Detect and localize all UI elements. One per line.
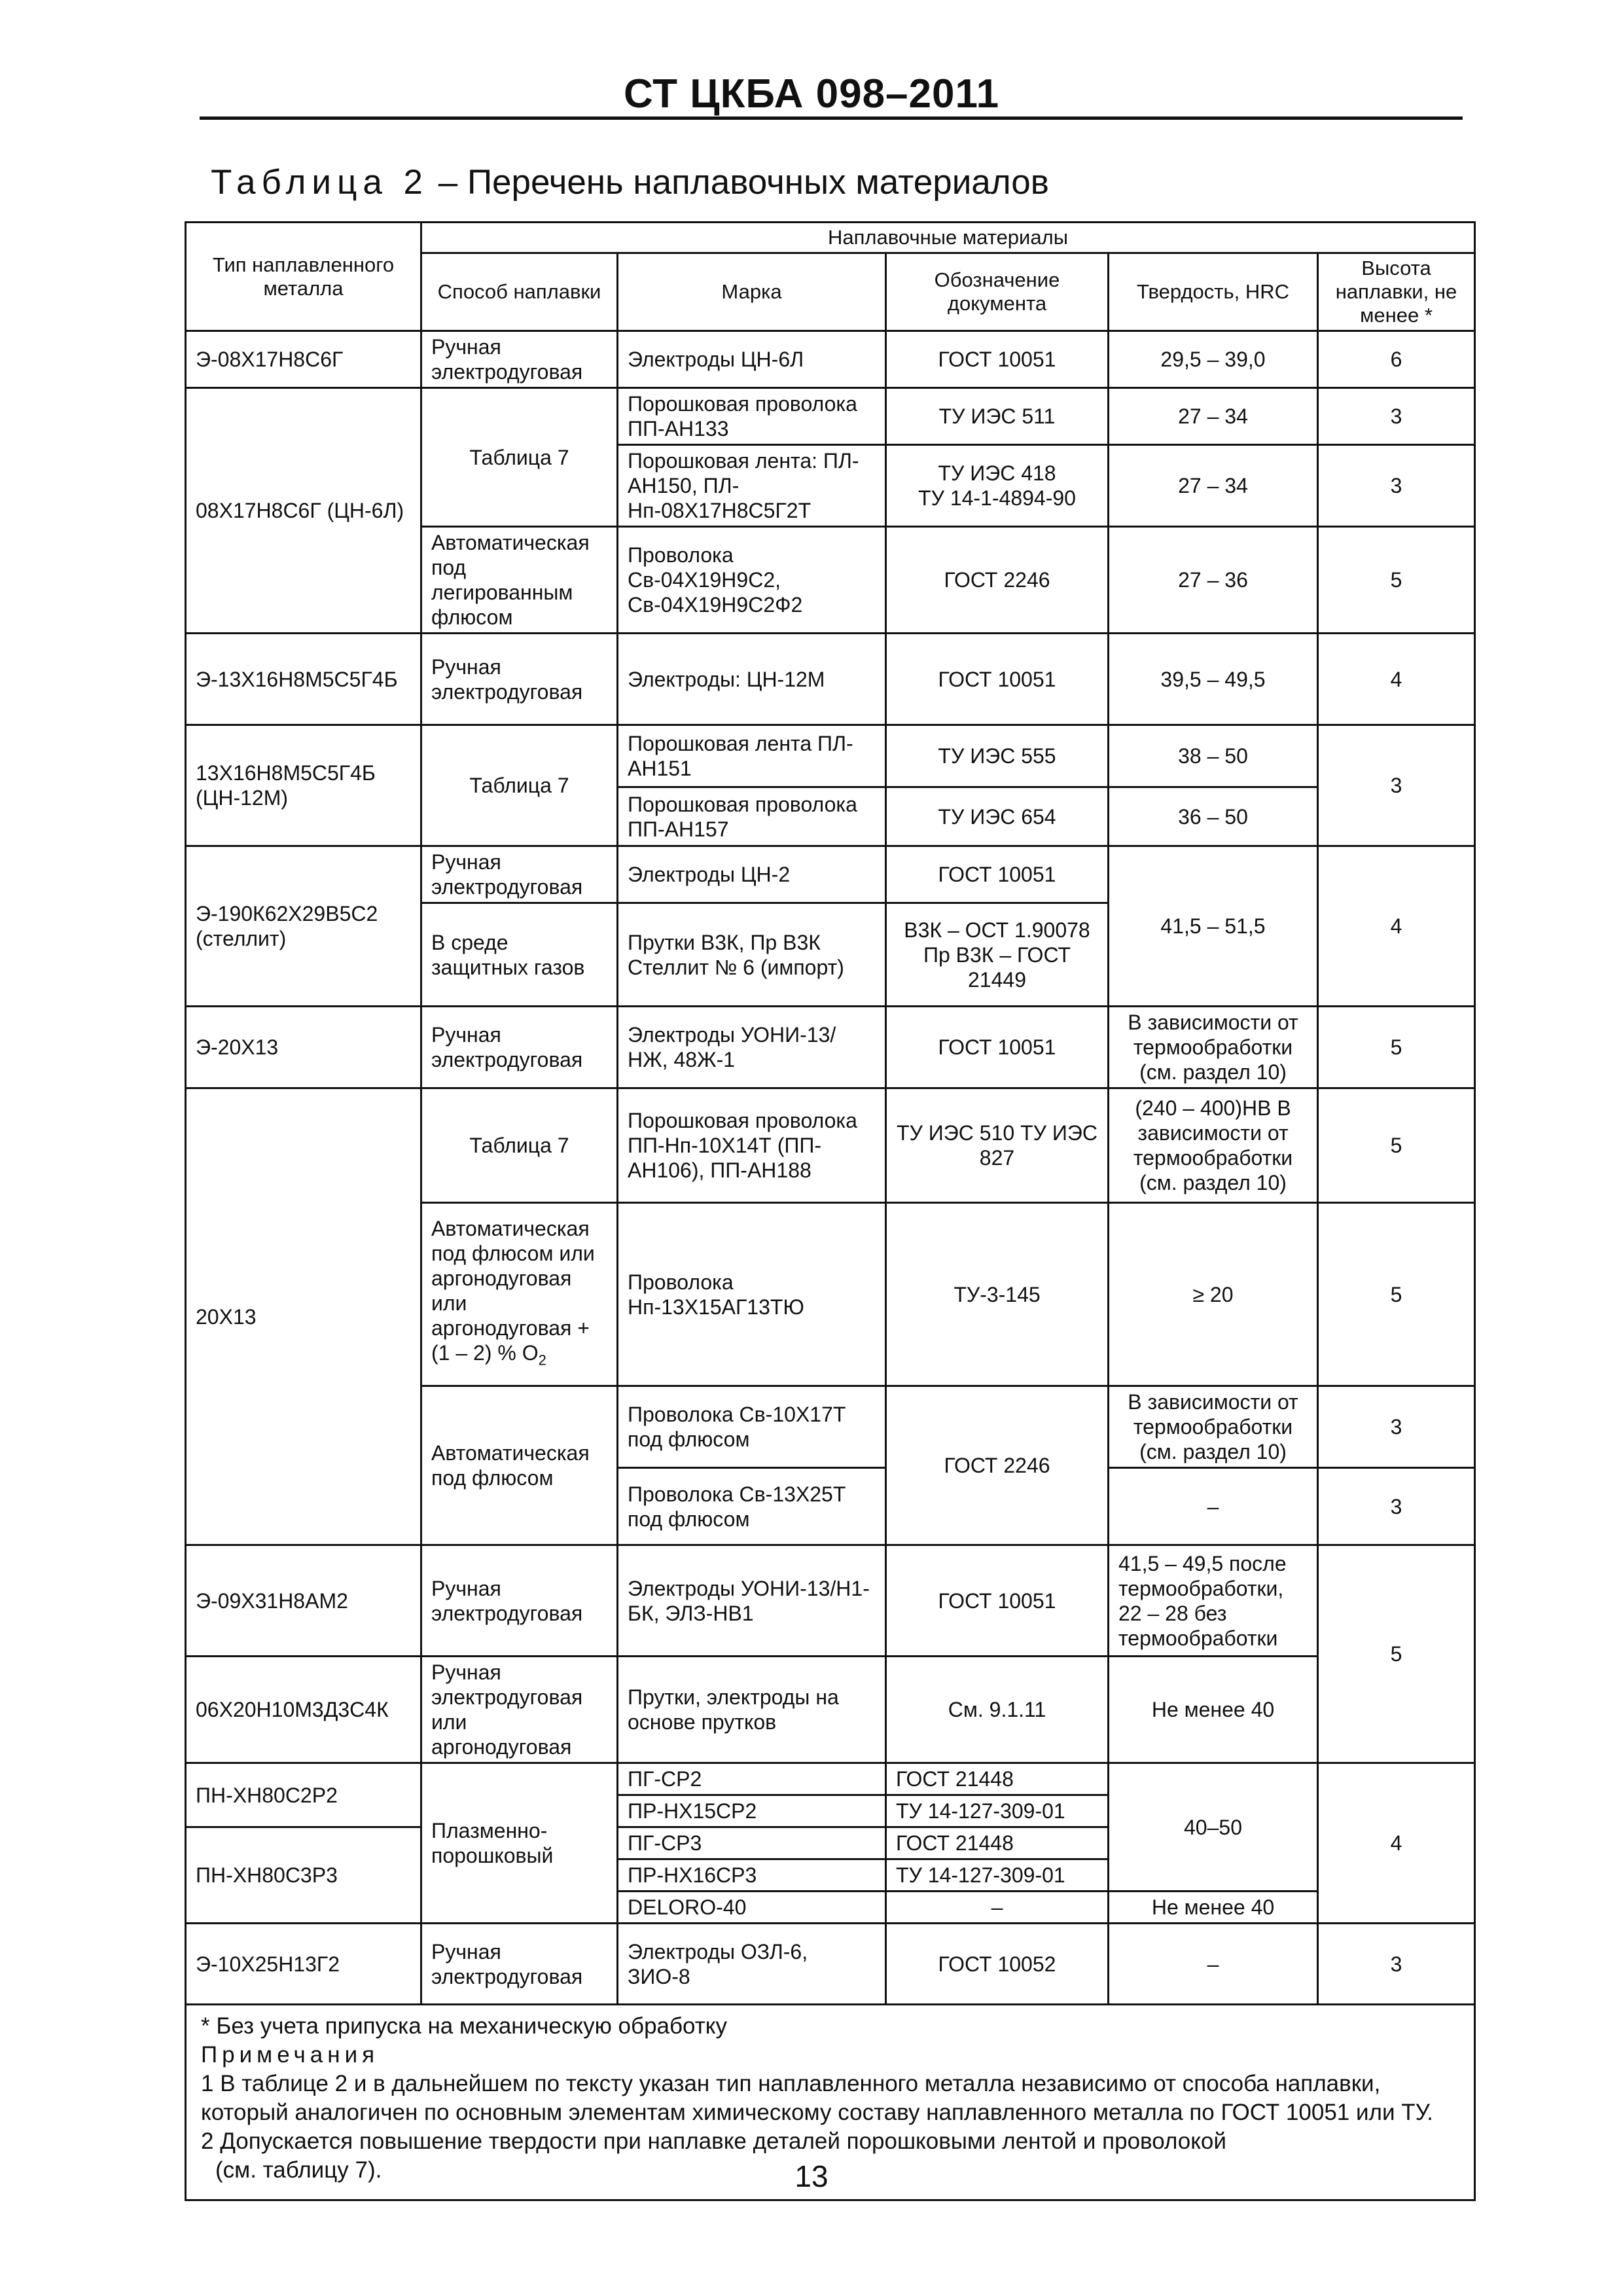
header-type: Тип наплавленного металла [186,223,421,331]
cell-method: Автоматическая под легированным флюсом [421,527,618,634]
cell-brand: Порошковая проволока ПП-Нп-10Х14Т (ПП-АН106), ПП-АН188 [618,1088,886,1203]
cell-brand: Электроды УОНИ-13/НЖ, 48Ж-1 [618,1007,886,1088]
cell-brand: Электроды ЦН-6Л [618,331,886,388]
cell-doc: ТУ 14-127-309-01 [886,1859,1109,1892]
cell-method: Ручная электродуговая [421,846,618,903]
cell-brand: Электроды УОНИ-13/Н1-БК, ЭЛЗ-НВ1 [618,1545,886,1657]
table-row [186,1545,1475,1657]
table-row [186,331,1475,388]
cell-method [421,1203,618,1386]
table-caption [211,162,1049,202]
cell-brand: Проволока Св-10Х17Т под флюсом [618,1386,886,1468]
cell-hardness: 27 – 36 [1109,527,1318,634]
cell-brand: Проволока Св-13Х25Т под флюсом [618,1468,886,1545]
cell-hardness: В зависимости от термообработки (см. раздел 10) [1109,1386,1318,1468]
cell-doc: См. 9.1.11 [886,1657,1109,1763]
cell-doc: ГОСТ 10052 [886,1924,1109,2005]
table-row [186,1924,1475,2005]
cell-hardness: 40–50 [1109,1763,1318,1892]
cell-brand: Электроды ОЗЛ-6, ЗИО-8 [618,1924,886,2005]
cell-brand: Прутки В3К, Пр В3К Стеллит № 6 (импорт) [618,903,886,1007]
cell-height: 5 [1318,1007,1475,1088]
page-number: 13 [794,2159,829,2193]
cell-hardness: ≥ 20 [1109,1203,1318,1386]
cell-method: Ручная электродуговая [421,1007,618,1088]
cell-doc-line: ТУ 14-1-4894-90 [918,486,1076,510]
cell-doc: ГОСТ 10051 [886,1545,1109,1657]
header-row [186,223,1475,253]
cell-type: Э-08Х17Н8С6Г [186,331,421,388]
cell-method: Ручная электродуговая [421,634,618,725]
note-2-continuation: (см. таблицу 7). [215,2157,382,2183]
cell-height: 3 [1318,1386,1475,1468]
header-doc: Обозначение документа [886,253,1109,331]
cell-hardness: 27 – 34 [1109,388,1318,445]
table-row [186,1007,1475,1088]
materials-table [185,221,1476,2201]
cell-hardness: (240 – 400)НВ В зависимости от термообработки (см. раздел 10) [1109,1088,1318,1203]
cell-height: 5 [1318,1203,1475,1386]
table-row [186,388,1475,445]
cell-method: Ручная электродуговая [421,331,618,388]
cell-hardness: 41,5 – 49,5 после термообработки, 22 – 28 без термообработки [1109,1545,1318,1657]
cell-height: 3 [1318,725,1475,846]
header-method: Способ наплавки [421,253,618,331]
cell-brand: Порошковая лента: ПЛ-АН150, ПЛ-Нп-08Х17Н8С5Г2Т [618,445,886,527]
cell-hardness: В зависимости от термообработки (см. раздел 10) [1109,1007,1318,1088]
cell-brand: Прутки, электроды на основе прутков [618,1657,886,1763]
table-caption-title: – Перечень наплавочных материалов [429,163,1049,202]
cell-height: 4 [1318,634,1475,725]
notes-title: Примечания [201,2042,380,2068]
cell-doc: ГОСТ 10051 [886,634,1109,725]
cell-doc: ТУ ИЭС 510 ТУ ИЭС 827 [886,1088,1109,1203]
cell-hardness: 27 – 34 [1109,445,1318,527]
cell-doc: ТУ ИЭС 511 [886,388,1109,445]
cell-height: 6 [1318,331,1475,388]
cell-doc: – [886,1892,1109,1924]
cell-brand: DELORO-40 [618,1892,886,1924]
cell-doc: ТУ 14-127-309-01 [886,1795,1109,1827]
cell-brand: ПР-НХ16СР3 [618,1859,886,1892]
cell-method: Таблица 7 [421,388,618,527]
cell-height: 3 [1318,445,1475,527]
table-row [186,1763,1475,1795]
cell-hardness: Не менее 40 [1109,1892,1318,1924]
note-1: 1 В таблице 2 и в дальнейшем по тексту указан тип наплавленного металла независимо от способа наплавки, который аналогичен по основным элементам химическому составу наплавленного металла по ГОСТ 10051 или ТУ. [201,2071,1433,2125]
cell-method: Таблица 7 [421,1088,618,1203]
table-caption-label: Таблица 2 [211,163,429,202]
cell-doc: ГОСТ 10051 [886,1007,1109,1088]
header-group: Наплавочные материалы [421,223,1475,253]
cell-doc: ГОСТ 10051 [886,331,1109,388]
table-row [186,634,1475,725]
cell-doc: ГОСТ 2246 [886,527,1109,634]
cell-method: Ручная электродуговая [421,1545,618,1657]
cell-brand: ПГ-СР3 [618,1827,886,1859]
cell-type: Э-20Х13 [186,1007,421,1088]
cell-height: 3 [1318,1924,1475,2005]
cell-hardness: – [1109,1468,1318,1545]
table-row [186,725,1475,787]
header-brand: Марка [618,253,886,331]
cell-hardness: 41,5 – 51,5 [1109,846,1318,1007]
table-row [186,846,1475,903]
header-rule [200,117,1463,120]
cell-brand: Порошковая проволока ПП-АН157 [618,787,886,846]
cell-method: Ручная электродуговая [421,1924,618,2005]
cell-type: Э-09Х31Н8АМ2 [186,1545,421,1657]
cell-doc: ТУ-3-145 [886,1203,1109,1386]
cell-doc: ГОСТ 21448 [886,1763,1109,1795]
cell-height: 4 [1318,846,1475,1007]
cell-type: 06Х20Н10М3Д3С4К [186,1657,421,1763]
cell-method: Плазменно-порошковый [421,1763,618,1924]
cell-hardness: Не менее 40 [1109,1657,1318,1763]
cell-brand: Электроды: ЦН-12М [618,634,886,725]
cell-height: 5 [1318,527,1475,634]
table-row [186,1657,1475,1763]
cell-type: 08Х17Н8С6Г (ЦН-6Л) [186,388,421,634]
cell-brand: Электроды ЦН-2 [618,846,886,903]
cell-type: Э-13Х16Н8М5С5Г4Б [186,634,421,725]
cell-hardness: 38 – 50 [1109,725,1318,787]
cell-type: 20Х13 [186,1088,421,1545]
footnote: * Без учета припуска на механическую обработку [201,2013,727,2039]
cell-type: 13Х16Н8М5С5Г4Б (ЦН-12М) [186,725,421,846]
header-height: Высота наплавки, не менее * [1318,253,1475,331]
cell-type: ПН-ХН80С2Р2 [186,1763,421,1827]
cell-doc-line: ТУ ИЭС 418 [938,461,1056,485]
cell-method: Ручная электродуговая или аргонодуговая [421,1657,618,1763]
cell-type: ПН-ХН80С3Р3 [186,1827,421,1924]
cell-type: Э-10Х25Н13Г2 [186,1924,421,2005]
cell-hardness: 39,5 – 49,5 [1109,634,1318,725]
standard-designation: СТ ЦКБА 098–2011 [623,71,1000,117]
cell-brand: ПР-НХ15СР2 [618,1795,886,1827]
cell-doc: В3К – ОСТ 1.90078 Пр В3К – ГОСТ 21449 [886,903,1109,1007]
cell-doc: ТУ ИЭС 654 [886,787,1109,846]
cell-type: Э-190К62Х29В5С2 (стеллит) [186,846,421,1007]
cell-method-subscript: 2 [538,1352,546,1369]
cell-doc [886,445,1109,527]
cell-height: 4 [1318,1763,1475,1924]
cell-method-text: Автоматическая под флюсом или аргонодуговая или аргонодуговая + (1 – 2) % O [431,1216,595,1365]
cell-brand: Проволока Св-04Х19Н9С2, Св-04Х19Н9С2Ф2 [618,527,886,634]
cell-method: Таблица 7 [421,725,618,846]
cell-doc: ГОСТ 2246 [886,1386,1109,1545]
cell-hardness: 36 – 50 [1109,787,1318,846]
cell-brand: ПГ-СР2 [618,1763,886,1795]
cell-hardness: 29,5 – 39,0 [1109,331,1318,388]
cell-height: 5 [1318,1545,1475,1763]
cell-doc: ГОСТ 21448 [886,1827,1109,1859]
header-hardness: Твердость, HRC [1109,253,1318,331]
cell-hardness: – [1109,1924,1318,2005]
cell-height: 3 [1318,1468,1475,1545]
cell-doc: ТУ ИЭС 555 [886,725,1109,787]
note-2: 2 Допускается повышение твердости при наплавке деталей порошковыми лентой и проволокой [201,2128,1226,2154]
cell-height: 3 [1318,388,1475,445]
cell-brand: Порошковая лента ПЛ-АН151 [618,725,886,787]
cell-brand: Проволока Нп-13Х15АГ13ТЮ [618,1203,886,1386]
table-row [186,1088,1475,1203]
cell-method: Автоматическая под флюсом [421,1386,618,1545]
cell-brand: Порошковая проволока ПП-АН133 [618,388,886,445]
cell-doc: ГОСТ 10051 [886,846,1109,903]
cell-method: В среде защитных газов [421,903,618,1007]
cell-height: 5 [1318,1088,1475,1203]
